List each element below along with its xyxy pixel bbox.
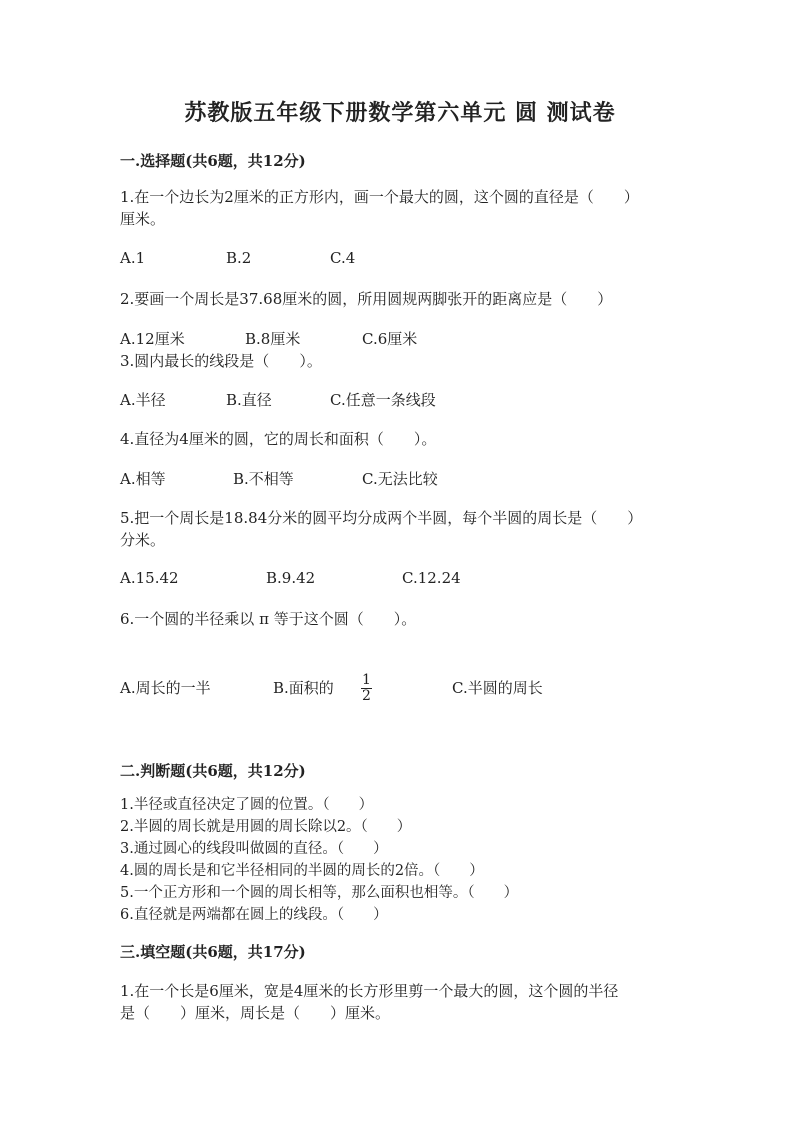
question-3 [120,350,322,372]
option-a: A.12厘米 [120,330,185,348]
option-b: B.直径 [226,391,272,409]
section-heading-fill: 三.填空题(共6题，共17分) [120,943,306,961]
question-text: 1.在一个边长为2厘米的正方形内，画一个最大的圆，这个圆的直径是（ ） [120,188,639,206]
option-a: A.半径 [120,391,166,409]
question-5 [120,507,642,551]
judge-list [120,794,518,926]
question-text-cont: 是（ ）厘米，周长是（ ）厘米。 [120,1004,391,1022]
question-4 [120,428,436,450]
question-1 [120,186,639,230]
question-2 [120,288,612,310]
option-c: C.无法比较 [362,470,438,488]
option-c: C.半圆的周长 [452,679,543,697]
option-c: C.12.24 [402,569,461,587]
question-text: 6.一个圆的半径乘以 π 等于这个圆（ ）。 [120,610,417,628]
option-b: B.面积的 [273,679,334,697]
question-text-cont: 分米。 [120,531,166,549]
option-b: B.9.42 [266,569,316,587]
option-b: B.2 [226,249,252,267]
question-text: 5.把一个周长是18.84分米的圆平均分成两个半圆，每个半圆的周长是（ ） [120,509,643,527]
option-c: C.6厘米 [362,330,418,348]
list-item: 2.半圆的周长就是用圆的周长除以2。（ ） [120,819,412,835]
option-a: A.15.42 [120,569,179,587]
list-item: 1.半径或直径决定了圆的位置。（ ） [120,797,374,813]
option-a: A.1 [120,249,146,267]
list-item: 4.圆的周长是和它半径相同的半圆的周长的2倍。（ ） [120,863,484,879]
option-a: A.相等 [120,470,166,488]
fraction-numerator: 1 [362,672,371,688]
option-c: C.任意一条线段 [330,391,436,409]
fraction-one-half [361,673,372,704]
section-heading-choice: 一.选择题(共6题，共12分) [120,152,306,170]
question-6 [120,608,416,630]
section-heading-judge: 二.判断题(共6题，共12分) [120,762,306,780]
list-item: 5.一个正方形和一个圆的周长相等，那么面积也相等。（ ） [120,885,519,901]
question-text: 4.直径为4厘米的圆，它的周长和面积（ ）。 [120,430,437,448]
fraction-denominator: 2 [362,688,371,704]
question-text: 2.要画一个周长是37.68厘米的圆，所用圆规两脚张开的距离应是（ ） [120,290,613,308]
question-text: 3.圆内最长的线段是（ ）。 [120,352,322,370]
option-b: B.不相等 [233,470,294,488]
list-item: 3.通过圆心的线段叫做圆的直径。（ ） [120,841,388,857]
option-b: B.8厘米 [245,330,301,348]
question-text-cont: 厘米。 [120,210,166,228]
option-c: C.4 [330,249,356,267]
list-item: 6.直径就是两端都在圆上的线段。（ ） [120,907,388,923]
option-a: A.周长的一半 [120,679,211,697]
question-text: 1.在一个长是6厘米，宽是4厘米的长方形里剪一个最大的圆，这个圆的半径 [120,982,619,1000]
fill-question-1 [120,980,618,1024]
page-title: 苏教版五年级下册数学第六单元 圆 测试卷 [184,100,616,126]
